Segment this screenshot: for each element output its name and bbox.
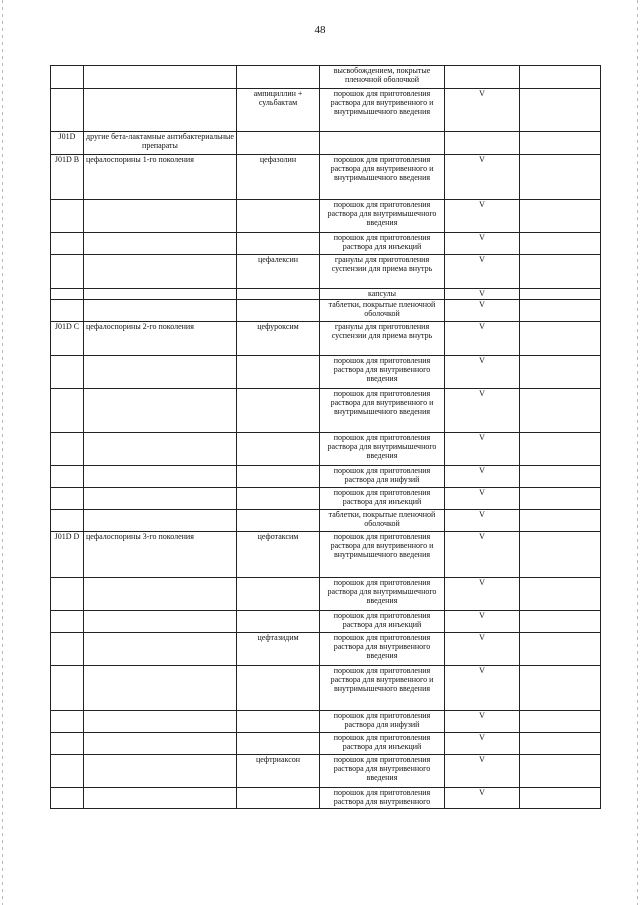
empty-cell (520, 488, 601, 510)
vital-mark-cell (445, 66, 520, 89)
table-row (51, 155, 601, 200)
dosage-form-cell: порошок для приготовления раствора для инфузий (320, 711, 445, 733)
dosage-form-cell: таблетки, покрытые пленочной оболочкой (320, 510, 445, 532)
dosage-form-cell: порошок для приготовления раствора для внутривенного введения (320, 356, 445, 389)
vital-mark-cell: V (445, 488, 520, 510)
table-row (51, 711, 601, 733)
pharmacological-group-cell: цефалоспорины 3-го поколения (84, 532, 237, 578)
active-substance-cell (237, 132, 320, 155)
empty-cell (520, 89, 601, 132)
dosage-form-cell: капсулы (320, 289, 445, 300)
empty-cell (520, 433, 601, 466)
vital-mark-cell: V (445, 356, 520, 389)
dosage-form-cell: порошок для приготовления раствора для внутримышечного введения (320, 200, 445, 233)
table-row (51, 532, 601, 578)
vital-mark-cell: V (445, 733, 520, 755)
empty-cell (520, 532, 601, 578)
pharmacological-group-cell (84, 611, 237, 633)
dosage-form-cell (320, 132, 445, 155)
table-row (51, 488, 601, 510)
atc-code-cell (51, 289, 84, 300)
table-row (51, 233, 601, 255)
empty-cell (520, 578, 601, 611)
empty-cell (520, 755, 601, 788)
active-substance-cell (237, 300, 320, 322)
empty-cell (520, 389, 601, 433)
vital-mark-cell: V (445, 788, 520, 809)
atc-code-cell (51, 200, 84, 233)
pharmacological-group-cell (84, 578, 237, 611)
table-row (51, 389, 601, 433)
dosage-form-cell: порошок для приготовления раствора для инфузий (320, 466, 445, 488)
active-substance-cell (237, 488, 320, 510)
pharmacological-group-cell: другие бета-лактамные антибактериальные препараты (84, 132, 237, 155)
active-substance-cell: цефуроксим (237, 322, 320, 356)
pharmacological-group-cell: цефалоспорины 1-го поколения (84, 155, 237, 200)
atc-code-cell: J01D C (51, 322, 84, 356)
atc-code-cell (51, 233, 84, 255)
active-substance-cell: цефалексин (237, 255, 320, 289)
active-substance-cell (237, 233, 320, 255)
active-substance-cell (237, 433, 320, 466)
active-substance-cell: цефтриаксон (237, 755, 320, 788)
dosage-form-cell: порошок для приготовления раствора для инъекций (320, 233, 445, 255)
dosage-form-cell: таблетки, покрытые пленочной оболочкой (320, 300, 445, 322)
pharmacological-group-cell (84, 255, 237, 289)
pharmacological-group-cell (84, 200, 237, 233)
empty-cell (520, 155, 601, 200)
atc-code-cell (51, 578, 84, 611)
pharmacological-group-cell (84, 66, 237, 89)
pharmacological-group-cell (84, 389, 237, 433)
atc-code-cell (51, 611, 84, 633)
vital-mark-cell: V (445, 532, 520, 578)
dosage-form-cell: гранулы для приготовления суспензии для приема внутрь (320, 322, 445, 356)
table-row (51, 510, 601, 532)
active-substance-cell (237, 510, 320, 532)
active-substance-cell (237, 666, 320, 711)
atc-code-cell: J01D (51, 132, 84, 155)
table-row (51, 788, 601, 809)
pharmacological-group-cell (84, 300, 237, 322)
dosage-form-cell: порошок для приготовления раствора для внутримышечного введения (320, 578, 445, 611)
vital-mark-cell: V (445, 510, 520, 532)
table-row (51, 356, 601, 389)
vital-mark-cell: V (445, 289, 520, 300)
vital-mark-cell: V (445, 433, 520, 466)
dosage-form-cell: порошок для приготовления раствора для внутривенного введения (320, 755, 445, 788)
atc-code-cell (51, 711, 84, 733)
dosage-form-cell: высвобождением, покрытые пленочной оболочкой (320, 66, 445, 89)
pharmacological-group-cell (84, 289, 237, 300)
atc-code-cell (51, 89, 84, 132)
page-number: 48 (314, 24, 326, 36)
pharmacological-group-cell (84, 433, 237, 466)
table-row (51, 466, 601, 488)
atc-code-cell (51, 300, 84, 322)
vital-mark-cell: V (445, 255, 520, 289)
dosage-form-cell: порошок для приготовления раствора для внутримышечного введения (320, 433, 445, 466)
pharmacological-group-cell (84, 788, 237, 809)
empty-cell (520, 788, 601, 809)
atc-code-cell (51, 788, 84, 809)
table-row (51, 578, 601, 611)
active-substance-cell (237, 289, 320, 300)
empty-cell (520, 66, 601, 89)
atc-code-cell (51, 66, 84, 89)
empty-cell (520, 666, 601, 711)
scan-edge-left (2, 0, 3, 905)
atc-code-cell (51, 755, 84, 788)
empty-cell (520, 466, 601, 488)
atc-code-cell (51, 356, 84, 389)
empty-cell (520, 132, 601, 155)
pharmacological-group-cell (84, 711, 237, 733)
table-row (51, 255, 601, 289)
atc-code-cell: J01D B (51, 155, 84, 200)
dosage-form-cell: порошок для приготовления раствора для внутривенного и внутримышечного введения (320, 155, 445, 200)
vital-mark-cell: V (445, 711, 520, 733)
atc-code-cell (51, 488, 84, 510)
empty-cell (520, 322, 601, 356)
active-substance-cell (237, 578, 320, 611)
pharmacological-group-cell (84, 233, 237, 255)
dosage-form-cell: порошок для приготовления раствора для инъекций (320, 733, 445, 755)
table-row (51, 755, 601, 788)
scan-edge-right (637, 0, 638, 905)
dosage-form-cell: порошок для приготовления раствора для внутривенного (320, 788, 445, 809)
table-row (51, 733, 601, 755)
atc-code-cell (51, 255, 84, 289)
table-row (51, 289, 601, 300)
active-substance-cell (237, 389, 320, 433)
table-row (51, 666, 601, 711)
vital-mark-cell (445, 132, 520, 155)
dosage-form-cell: порошок для приготовления раствора для внутривенного и внутримышечного введения (320, 89, 445, 132)
active-substance-cell: цефтазидим (237, 633, 320, 666)
active-substance-cell (237, 611, 320, 633)
atc-code-cell (51, 666, 84, 711)
vital-mark-cell: V (445, 89, 520, 132)
active-substance-cell: цефотаксим (237, 532, 320, 578)
vital-mark-cell: V (445, 200, 520, 233)
dosage-form-cell: порошок для приготовления раствора для внутривенного и внутримышечного введения (320, 532, 445, 578)
empty-cell (520, 733, 601, 755)
vital-mark-cell: V (445, 322, 520, 356)
vital-mark-cell: V (445, 666, 520, 711)
empty-cell (520, 233, 601, 255)
pharmacological-group-cell (84, 633, 237, 666)
dosage-form-cell: гранулы для приготовления суспензии для приема внутрь (320, 255, 445, 289)
active-substance-cell (237, 733, 320, 755)
empty-cell (520, 633, 601, 666)
atc-code-cell: J01D D (51, 532, 84, 578)
vital-mark-cell: V (445, 300, 520, 322)
empty-cell (520, 510, 601, 532)
pharmacological-group-cell (84, 755, 237, 788)
dosage-form-cell: порошок для приготовления раствора для внутривенного введения (320, 633, 445, 666)
table-row (51, 322, 601, 356)
pharmacological-group-cell: цефалоспорины 2-го поколения (84, 322, 237, 356)
vital-mark-cell: V (445, 633, 520, 666)
active-substance-cell (237, 711, 320, 733)
atc-code-cell (51, 389, 84, 433)
active-substance-cell: цефазолин (237, 155, 320, 200)
table-row (51, 66, 601, 89)
atc-code-cell (51, 466, 84, 488)
table-row (51, 200, 601, 233)
pharmacological-group-cell (84, 89, 237, 132)
table-row (51, 300, 601, 322)
pharmacological-group-cell (84, 510, 237, 532)
atc-code-cell (51, 510, 84, 532)
active-substance-cell: ампициллин + сульбактам (237, 89, 320, 132)
dosage-form-cell: порошок для приготовления раствора для внутривенного и внутримышечного введения (320, 666, 445, 711)
table-row (51, 132, 601, 155)
empty-cell (520, 200, 601, 233)
vital-mark-cell: V (445, 233, 520, 255)
pharmacological-group-cell (84, 666, 237, 711)
pharmacological-group-cell (84, 466, 237, 488)
vital-mark-cell: V (445, 578, 520, 611)
empty-cell (520, 289, 601, 300)
active-substance-cell (237, 788, 320, 809)
vital-mark-cell: V (445, 611, 520, 633)
empty-cell (520, 300, 601, 322)
empty-cell (520, 711, 601, 733)
table-row (51, 633, 601, 666)
atc-code-cell (51, 733, 84, 755)
table-row (51, 611, 601, 633)
active-substance-cell (237, 66, 320, 89)
table-row (51, 89, 601, 132)
empty-cell (520, 356, 601, 389)
empty-cell (520, 255, 601, 289)
pharmacological-group-cell (84, 356, 237, 389)
pharmacological-group-cell (84, 733, 237, 755)
vital-mark-cell: V (445, 155, 520, 200)
dosage-form-cell: порошок для приготовления раствора для инъекций (320, 611, 445, 633)
active-substance-cell (237, 356, 320, 389)
atc-code-cell (51, 633, 84, 666)
dosage-form-cell: порошок для приготовления раствора для инъекций (320, 488, 445, 510)
vital-mark-cell: V (445, 466, 520, 488)
vital-mark-cell: V (445, 755, 520, 788)
active-substance-cell (237, 200, 320, 233)
empty-cell (520, 611, 601, 633)
vital-mark-cell: V (445, 389, 520, 433)
atc-code-cell (51, 433, 84, 466)
drug-list-table (50, 65, 601, 809)
table-row (51, 433, 601, 466)
pharmacological-group-cell (84, 488, 237, 510)
dosage-form-cell: порошок для приготовления раствора для внутривенного и внутримышечного введения (320, 389, 445, 433)
active-substance-cell (237, 466, 320, 488)
